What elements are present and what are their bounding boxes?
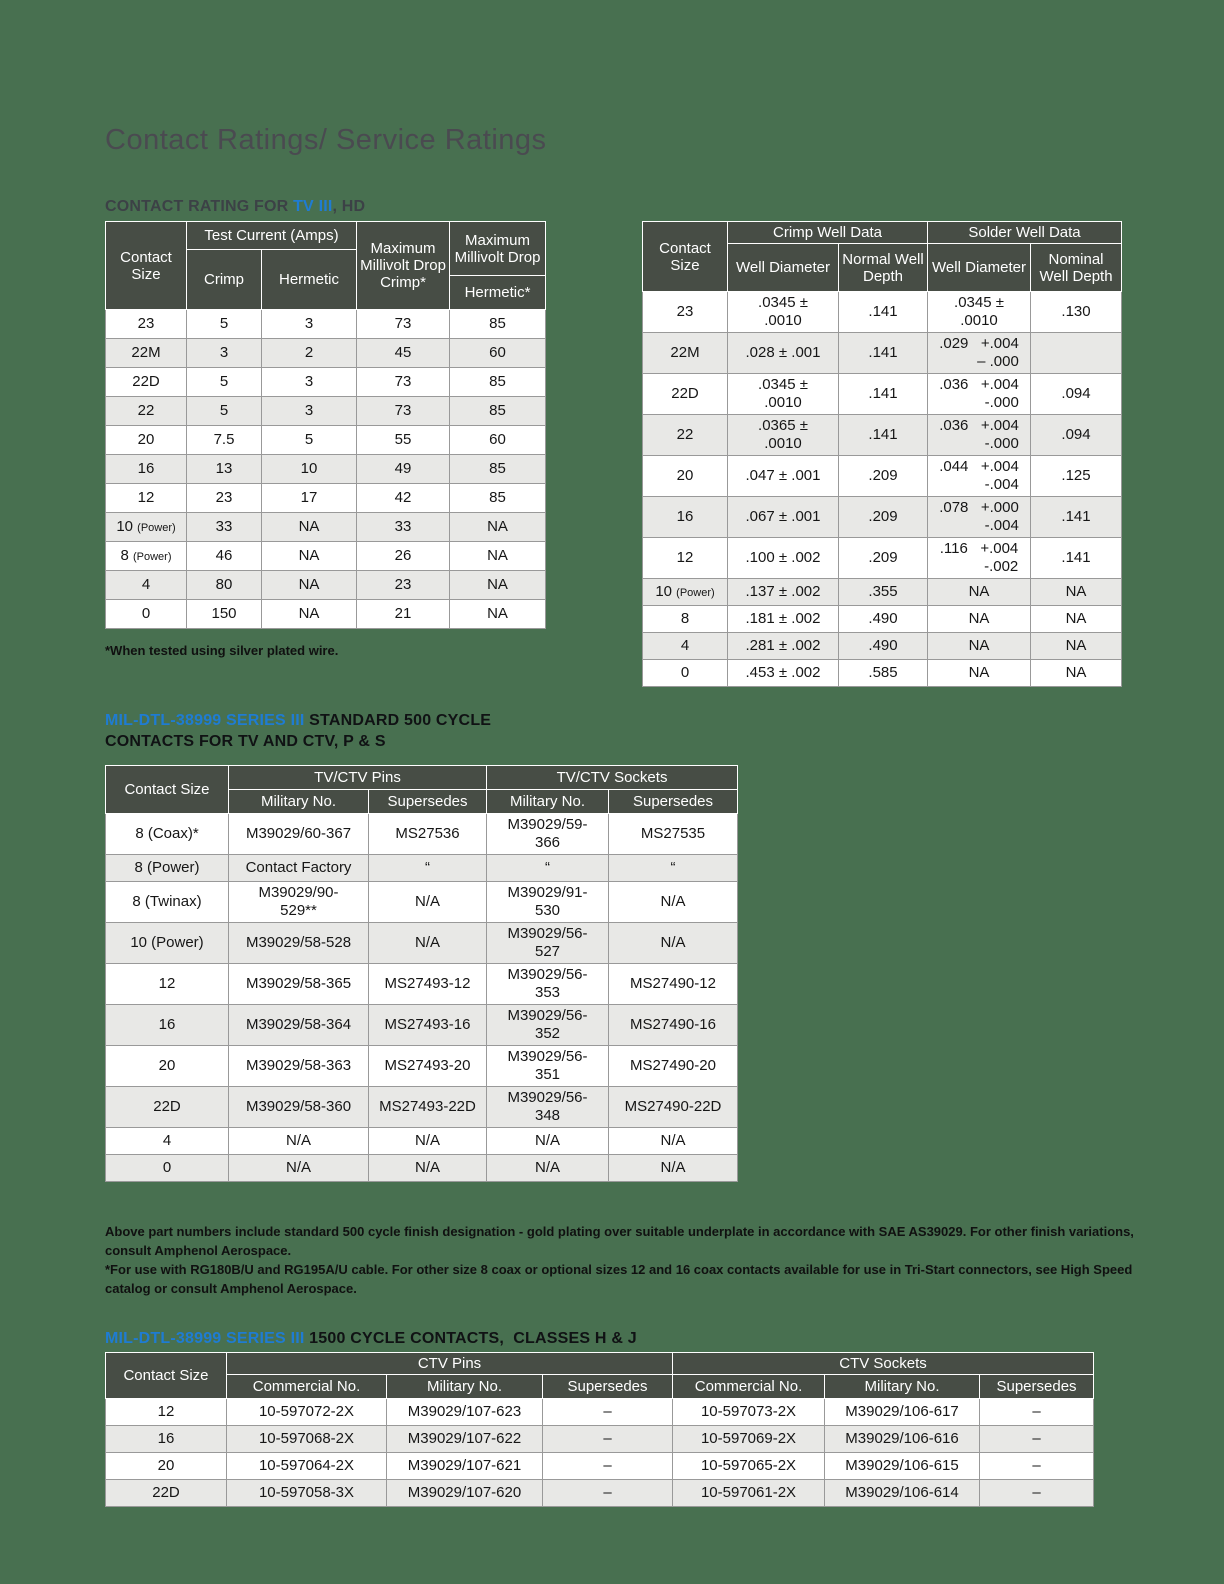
col-header-max-mv-drop: Maximum Millivolt Drop [450,222,546,276]
data-cell: 5 [262,426,357,455]
data-cell: NA [1031,633,1122,660]
page-title: Contact Ratings/ Service Ratings [105,124,547,156]
data-cell: 23 [187,484,262,513]
row-label-cell: 23 [643,292,728,333]
row-label-qualifier: (Power) [137,521,176,534]
table-row [106,855,738,882]
data-cell: .036 +.004 -.000 [928,374,1031,415]
table-row [106,1087,738,1128]
data-cell: N/A [609,882,738,923]
heading-text-prefix: CONTACT RATING FOR [105,198,294,215]
table-row [106,923,738,964]
data-cell: MS27493-22D [369,1087,487,1128]
data-cell: N/A [487,1128,609,1155]
data-cell: “ [487,855,609,882]
data-cell: M39029/58-528 [229,923,369,964]
table-row [106,1453,1094,1480]
col-header-test-current: Test Current (Amps) [187,222,357,250]
data-cell: 55 [357,426,450,455]
data-cell [1031,333,1122,374]
row-label-cell: 16 [643,497,728,538]
row-label-cell: 16 [106,455,187,484]
data-cell: .0345 ± .0010 [728,374,839,415]
col-header-pins-supersedes: Supersedes [369,790,487,814]
col-header-hermetic: Hermetic [262,250,357,310]
data-cell: NA [262,571,357,600]
row-label-cell: 22D [106,368,187,397]
std500-contacts-table [105,765,738,1182]
col-header-contact-size: Contact Size [106,1353,227,1399]
data-cell: .281 ± .002 [728,633,839,660]
data-cell: .585 [839,660,928,687]
data-cell: M39029/91- 530 [487,882,609,923]
data-cell: 17 [262,484,357,513]
data-cell: 42 [357,484,450,513]
heading-highlight: MIL-DTL-38999 SERIES III [105,1330,305,1347]
data-cell: – [980,1480,1094,1507]
row-label-cell: 22 [106,397,187,426]
row-label-cell: 8 (Power) [106,542,187,571]
row-label-cell: 12 [106,1399,227,1426]
data-cell: – [543,1426,673,1453]
data-cell: 10-597061-2X [673,1480,825,1507]
data-cell: “ [369,855,487,882]
table-row [643,374,1122,415]
data-cell: N/A [609,1155,738,1182]
table-row [106,513,546,542]
col-header-sockets-military: Military No. [825,1375,980,1399]
data-cell: 3 [262,368,357,397]
table-row [106,571,546,600]
data-cell: MS27493-20 [369,1046,487,1087]
data-cell: MS27490-22D [609,1087,738,1128]
data-cell: .355 [839,579,928,606]
data-cell: 85 [450,484,546,513]
data-cell: N/A [229,1155,369,1182]
row-label-cell: 22D [106,1087,229,1128]
col-header-sockets-commercial: Commercial No. [673,1375,825,1399]
data-cell: 3 [262,397,357,426]
row-label-cell: 4 [643,633,728,660]
row-label-cell: 22D [643,374,728,415]
data-cell: 85 [450,397,546,426]
data-cell: .0345 ± .0010 [728,292,839,333]
row-label-cell: 12 [106,964,229,1005]
data-cell: M39029/58-365 [229,964,369,1005]
row-label-cell: 8 (Coax)* [106,814,229,855]
data-cell: .130 [1031,292,1122,333]
row-label-cell: 20 [106,1046,229,1087]
row-label-cell: 16 [106,1005,229,1046]
table-row [106,882,738,923]
contact-rating-table [105,221,546,629]
data-cell: .141 [839,415,928,456]
data-cell: 46 [187,542,262,571]
col-header-ctv-pins-group: CTV Pins [227,1353,673,1375]
cycle1500-contacts-table-body [106,1399,1094,1507]
data-cell: MS27536 [369,814,487,855]
row-label-qualifier: (Power) [676,586,715,599]
table-row [106,368,546,397]
std500-contacts-table-body [106,814,738,1182]
col-header-crimp-normal-depth: Normal Well Depth [839,244,928,292]
data-cell: M39029/106-616 [825,1426,980,1453]
data-cell: M39029/107-623 [387,1399,543,1426]
data-cell: M39029/106-614 [825,1480,980,1507]
data-cell: – [980,1399,1094,1426]
contact-rating-table-body [106,310,546,629]
data-cell: .047 ± .001 [728,456,839,497]
data-cell: MS27490-20 [609,1046,738,1087]
data-cell: 10 [262,455,357,484]
data-cell: – [543,1453,673,1480]
data-cell: .028 ± .001 [728,333,839,374]
table-row [106,484,546,513]
data-cell: 10-597073-2X [673,1399,825,1426]
data-cell: 10-597068-2X [227,1426,387,1453]
data-cell: Contact Factory [229,855,369,882]
data-cell: 10-597069-2X [673,1426,825,1453]
data-cell: M39029/106-615 [825,1453,980,1480]
heading-text: 1500 CYCLE CONTACTS, CLASSES H & J [304,1330,637,1347]
data-cell: 60 [450,339,546,368]
data-cell: .100 ± .002 [728,538,839,579]
data-cell: – [980,1453,1094,1480]
col-header-solder-well-group: Solder Well Data [928,222,1122,244]
col-header-sockets-supersedes: Supersedes [609,790,738,814]
data-cell: .094 [1031,374,1122,415]
row-label-cell: 10 (Power) [106,923,229,964]
cycle1500-contacts-table [105,1352,1094,1507]
data-cell: .141 [1031,497,1122,538]
data-cell: M39029/60-367 [229,814,369,855]
data-cell: N/A [609,923,738,964]
row-label-cell: 8 [643,606,728,633]
data-cell: NA [928,606,1031,633]
data-cell: 3 [187,339,262,368]
table-row [106,455,546,484]
row-label-cell: 20 [106,426,187,455]
data-cell: .116 +.004 -.002 [928,538,1031,579]
data-cell: 3 [262,310,357,339]
data-cell: NA [450,600,546,629]
table-row [643,497,1122,538]
row-label-cell: 4 [106,571,187,600]
table-row [106,964,738,1005]
table-row [643,633,1122,660]
data-cell: M39029/90- 529** [229,882,369,923]
data-cell: M39029/58-363 [229,1046,369,1087]
row-label-cell: 12 [106,484,187,513]
data-cell: .209 [839,456,928,497]
col-header-solder-nominal-depth: Nominal Well Depth [1031,244,1122,292]
table-row [106,1399,1094,1426]
data-cell: N/A [369,882,487,923]
data-cell: .209 [839,538,928,579]
col-header-pins-military: Military No. [229,790,369,814]
data-cell: .137 ± .002 [728,579,839,606]
table-row [106,397,546,426]
data-cell: NA [928,633,1031,660]
data-cell: 10-597064-2X [227,1453,387,1480]
data-cell: MS27490-12 [609,964,738,1005]
data-cell: 2 [262,339,357,368]
data-cell: 85 [450,455,546,484]
data-cell: NA [450,571,546,600]
data-cell: M39029/107-621 [387,1453,543,1480]
col-header-hermetic-star: Hermetic* [450,276,546,310]
data-cell: .141 [839,333,928,374]
data-cell: – [543,1480,673,1507]
row-label-cell: 22D [106,1480,227,1507]
rating-section-heading [105,196,365,217]
table-row [643,606,1122,633]
data-cell: 7.5 [187,426,262,455]
data-cell: 10-597072-2X [227,1399,387,1426]
row-label-cell: 8 (Power) [106,855,229,882]
table-row [643,333,1122,374]
data-cell: .141 [839,292,928,333]
data-cell: .141 [839,374,928,415]
col-header-crimp: Crimp [187,250,262,310]
well-data-table-body [643,292,1122,687]
std500-footnotes [105,1222,1150,1298]
row-label-cell: 0 [106,600,187,629]
data-cell: .490 [839,606,928,633]
data-cell: 10-597065-2X [673,1453,825,1480]
heading-text-suffix: , HD [332,198,366,215]
data-cell: NA [1031,579,1122,606]
row-label-cell: 20 [643,456,728,497]
data-cell: .141 [1031,538,1122,579]
rating-footnote: *When tested using silver plated wire. [105,643,339,658]
data-cell: .0345 ± .0010 [928,292,1031,333]
row-label-cell: 8 (Twinax) [106,882,229,923]
table-row [643,579,1122,606]
data-cell: .0365 ± .0010 [728,415,839,456]
col-header-contact-size: Contact Size [643,222,728,292]
table-row [643,292,1122,333]
data-cell: NA [928,579,1031,606]
data-cell: .209 [839,497,928,538]
data-cell: M39029/56- 351 [487,1046,609,1087]
data-cell: “ [609,855,738,882]
data-cell: N/A [369,923,487,964]
row-label-cell: 4 [106,1128,229,1155]
table-row [643,415,1122,456]
col-header-pins-military: Military No. [387,1375,543,1399]
table-row [106,426,546,455]
data-cell: NA [262,513,357,542]
table-row [106,1046,738,1087]
data-cell: 73 [357,310,450,339]
table-row [106,814,738,855]
data-cell: N/A [229,1128,369,1155]
std500-footnote-1: Above part numbers include standard 500 cycle finish designation - gold plating over suitable underplate in accordance with SAE AS39029. For other finish variations, consult Amphenol Aerospace. [105,1224,1134,1258]
data-cell: .029 +.004 – .000 [928,333,1031,374]
std500-footnote-2: *For use with RG180B/U and RG195A/U cable. For other size 8 coax or optional sizes 12 and 16 coax contacts available for use in Tri-Start connectors, see High Speed catalog or consult Amphenol Aerospace. [105,1262,1133,1296]
col-header-pins-group: TV/CTV Pins [229,766,487,790]
data-cell: M39029/56- 348 [487,1087,609,1128]
data-cell: MS27493-16 [369,1005,487,1046]
row-label-cell: 22M [643,333,728,374]
data-cell: 49 [357,455,450,484]
col-header-contact-size: Contact Size [106,766,229,814]
data-cell: 21 [357,600,450,629]
data-cell: 26 [357,542,450,571]
data-cell: MS27535 [609,814,738,855]
table-row [106,600,546,629]
col-header-ctv-sockets-group: CTV Sockets [673,1353,1094,1375]
data-cell: .125 [1031,456,1122,497]
row-label-cell: 22 [643,415,728,456]
data-cell: .078 +.000 -.004 [928,497,1031,538]
data-cell: – [980,1426,1094,1453]
table-row [106,1426,1094,1453]
data-cell: 33 [357,513,450,542]
heading-highlight: MIL-DTL-38999 SERIES III [105,712,305,729]
data-cell: M39029/107-620 [387,1480,543,1507]
cycle1500-section-heading [105,1328,637,1349]
data-cell: M39029/106-617 [825,1399,980,1426]
well-data-table [642,221,1122,687]
row-label-cell: 23 [106,310,187,339]
row-label-qualifier: (Power) [133,550,172,563]
data-cell: 10-597058-3X [227,1480,387,1507]
table-row [106,542,546,571]
data-cell: NA [450,513,546,542]
table-row [643,538,1122,579]
col-header-sockets-military: Military No. [487,790,609,814]
col-header-contact-size: Contact Size [106,222,187,310]
data-cell: 5 [187,310,262,339]
col-header-pins-commercial: Commercial No. [227,1375,387,1399]
heading-text: STANDARD 500 CYCLE CONTACTS FOR TV AND CTV, P & S [105,712,496,750]
data-cell: M39029/58-364 [229,1005,369,1046]
data-cell: 5 [187,397,262,426]
data-cell: NA [1031,606,1122,633]
data-cell: NA [450,542,546,571]
data-cell: .181 ± .002 [728,606,839,633]
table-row [106,1005,738,1046]
data-cell: 80 [187,571,262,600]
data-cell: 13 [187,455,262,484]
table-row [106,310,546,339]
row-label-cell: 12 [643,538,728,579]
col-header-sockets-group: TV/CTV Sockets [487,766,738,790]
row-label-cell: 0 [643,660,728,687]
col-header-crimp-well-group: Crimp Well Data [728,222,928,244]
col-header-sockets-supersedes: Supersedes [980,1375,1094,1399]
table-row [106,1128,738,1155]
data-cell: M39029/59- 366 [487,814,609,855]
data-cell: MS27493-12 [369,964,487,1005]
table-row [106,1480,1094,1507]
row-label-cell: 22M [106,339,187,368]
table-row [643,456,1122,497]
data-cell: N/A [369,1128,487,1155]
data-cell: N/A [369,1155,487,1182]
data-cell: 150 [187,600,262,629]
data-cell: MS27490-16 [609,1005,738,1046]
table-row [643,660,1122,687]
col-header-solder-well-diameter: Well Diameter [928,244,1031,292]
col-header-max-mv-drop-crimp: Maximum Millivolt Drop Crimp* [357,222,450,310]
table-row [106,339,546,368]
row-label-cell: 20 [106,1453,227,1480]
heading-highlight: TV III [293,198,333,215]
row-label-cell: 0 [106,1155,229,1182]
data-cell: 23 [357,571,450,600]
data-cell: .094 [1031,415,1122,456]
col-header-pins-supersedes: Supersedes [543,1375,673,1399]
col-header-crimp-well-diameter: Well Diameter [728,244,839,292]
data-cell: 33 [187,513,262,542]
data-cell: N/A [487,1155,609,1182]
data-cell: M39029/58-360 [229,1087,369,1128]
data-cell: 5 [187,368,262,397]
table-row [106,1155,738,1182]
data-cell: 73 [357,368,450,397]
data-cell: N/A [609,1128,738,1155]
data-cell: .490 [839,633,928,660]
std500-section-heading [105,710,575,752]
data-cell: 85 [450,310,546,339]
data-cell: NA [928,660,1031,687]
data-cell: .036 +.004 -.000 [928,415,1031,456]
data-cell: M39029/107-622 [387,1426,543,1453]
row-label-cell: 10 (Power) [106,513,187,542]
data-cell: .044 +.004 -.004 [928,456,1031,497]
row-label-cell: 10 (Power) [643,579,728,606]
data-cell: NA [1031,660,1122,687]
row-label-cell: 16 [106,1426,227,1453]
data-cell: – [543,1399,673,1426]
data-cell: M39029/56- 352 [487,1005,609,1046]
data-cell: 60 [450,426,546,455]
data-cell: 85 [450,368,546,397]
data-cell: 45 [357,339,450,368]
data-cell: NA [262,600,357,629]
data-cell: 73 [357,397,450,426]
data-cell: .453 ± .002 [728,660,839,687]
data-cell: M39029/56- 527 [487,923,609,964]
data-cell: M39029/56- 353 [487,964,609,1005]
data-cell: .067 ± .001 [728,497,839,538]
data-cell: NA [262,542,357,571]
